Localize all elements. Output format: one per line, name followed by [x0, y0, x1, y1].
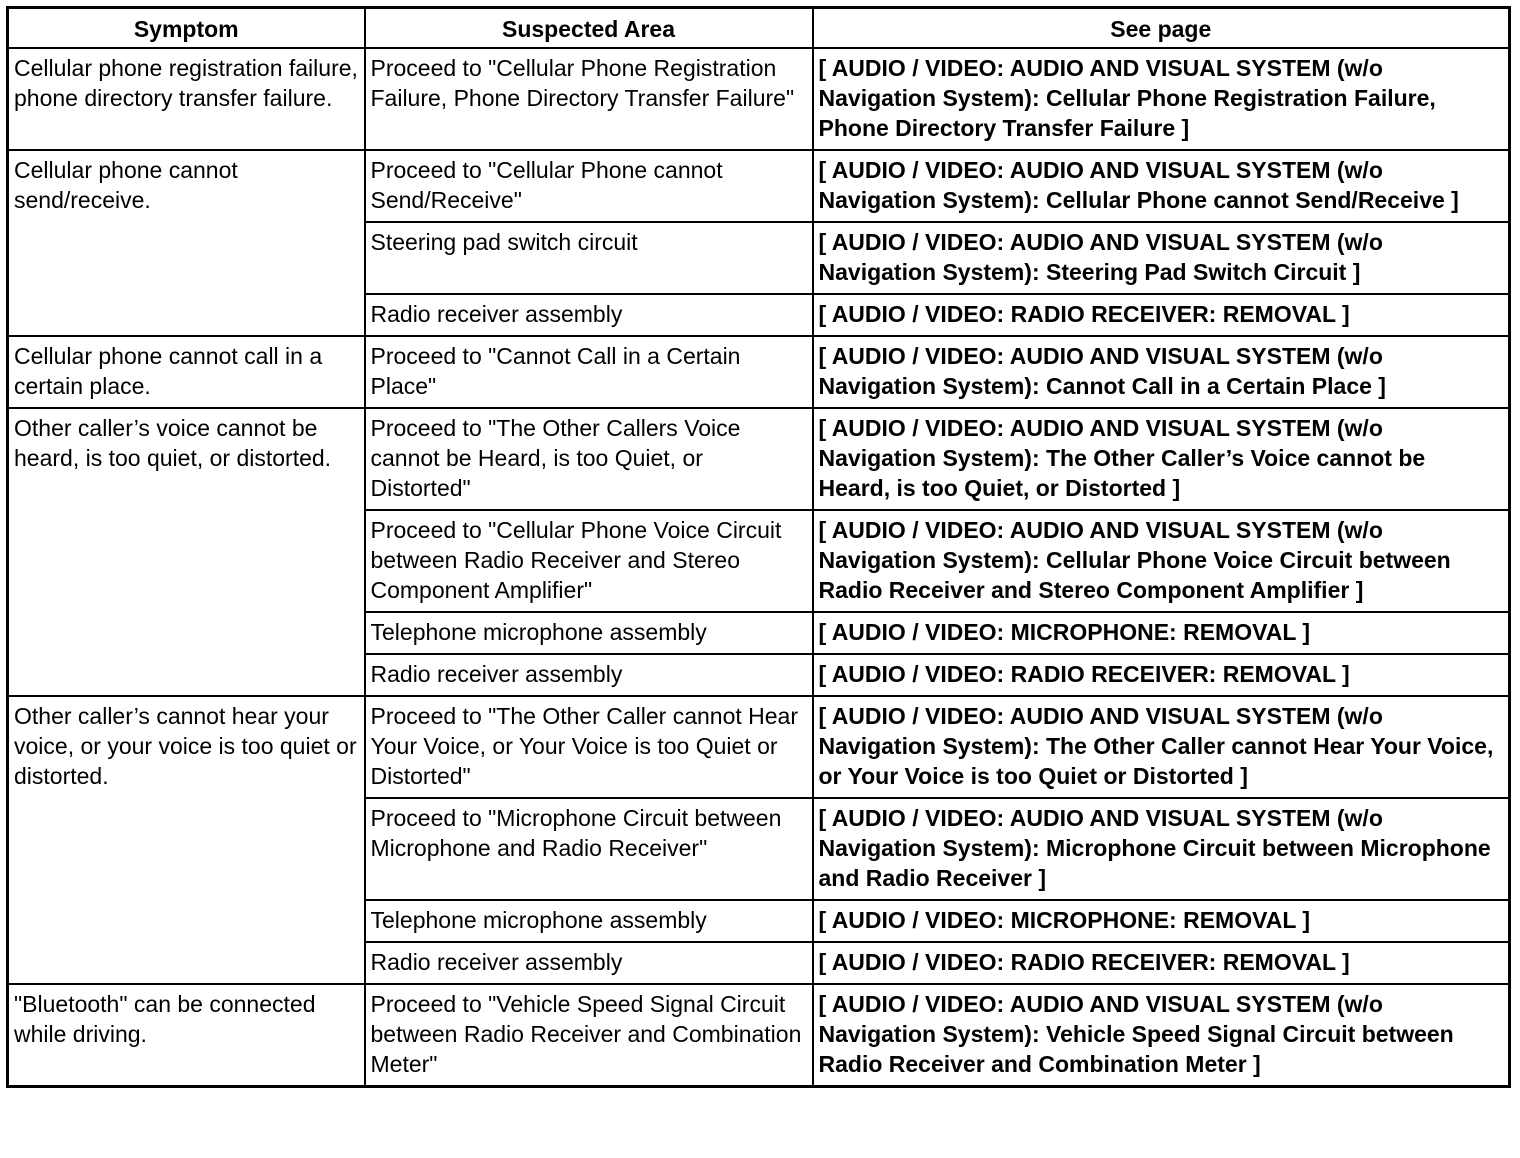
suspected-area-cell: Steering pad switch circuit [365, 222, 813, 294]
suspected-area-cell: Telephone microphone assembly [365, 900, 813, 942]
see-page-link[interactable]: [ AUDIO / VIDEO: AUDIO AND VISUAL SYSTEM (w/o Navigation System): Cannot Call in a Certain Place ] [813, 336, 1510, 408]
suspected-area-cell: Proceed to "Cellular Phone Voice Circuit between Radio Receiver and Stereo Component Amplifier" [365, 510, 813, 612]
table-row [8, 150, 1510, 222]
see-page-link[interactable]: [ AUDIO / VIDEO: AUDIO AND VISUAL SYSTEM (w/o Navigation System): Cellular Phone Voice Circuit between Radio Receiver and Stereo Component Amplifier ] [813, 510, 1510, 612]
table-row [8, 696, 1510, 798]
see-page-link[interactable]: [ AUDIO / VIDEO: AUDIO AND VISUAL SYSTEM (w/o Navigation System): Cellular Phone Registration Failure, Phone Directory Transfer Failure ] [813, 48, 1510, 150]
suspected-area-cell: Radio receiver assembly [365, 294, 813, 336]
symptom-cell: "Bluetooth" can be connected while driving. [8, 984, 365, 1087]
suspected-area-cell: Proceed to "Vehicle Speed Signal Circuit between Radio Receiver and Combination Meter" [365, 984, 813, 1087]
symptom-cell: Cellular phone registration failure, phone directory transfer failure. [8, 48, 365, 150]
see-page-link[interactable]: [ AUDIO / VIDEO: RADIO RECEIVER: REMOVAL ] [813, 654, 1510, 696]
header-row [8, 8, 1510, 49]
suspected-area-cell: Proceed to "The Other Caller cannot Hear Your Voice, or Your Voice is too Quiet or Distorted" [365, 696, 813, 798]
header-symptom: Symptom [8, 8, 365, 49]
troubleshooting-table [6, 6, 1511, 1088]
see-page-link[interactable]: [ AUDIO / VIDEO: AUDIO AND VISUAL SYSTEM (w/o Navigation System): Vehicle Speed Signal Circuit between Radio Receiver and Combination Meter ] [813, 984, 1510, 1087]
suspected-area-cell: Proceed to "Cellular Phone Registration Failure, Phone Directory Transfer Failure" [365, 48, 813, 150]
header-suspected-area: Suspected Area [365, 8, 813, 49]
symptom-cell: Cellular phone cannot send/receive. [8, 150, 365, 336]
suspected-area-cell: Radio receiver assembly [365, 654, 813, 696]
suspected-area-cell: Proceed to "Microphone Circuit between Microphone and Radio Receiver" [365, 798, 813, 900]
symptom-cell: Other caller’s cannot hear your voice, or your voice is too quiet or distorted. [8, 696, 365, 984]
symptom-cell: Cellular phone cannot call in a certain place. [8, 336, 365, 408]
see-page-link[interactable]: [ AUDIO / VIDEO: AUDIO AND VISUAL SYSTEM (w/o Navigation System): The Other Caller’s Voice cannot be Heard, is too Quiet, or Distorted ] [813, 408, 1510, 510]
table-row [8, 984, 1510, 1087]
see-page-link[interactable]: [ AUDIO / VIDEO: AUDIO AND VISUAL SYSTEM (w/o Navigation System): Steering Pad Switch Circuit ] [813, 222, 1510, 294]
table-row [8, 48, 1510, 150]
suspected-area-cell: Telephone microphone assembly [365, 612, 813, 654]
see-page-link[interactable]: [ AUDIO / VIDEO: MICROPHONE: REMOVAL ] [813, 900, 1510, 942]
see-page-link[interactable]: [ AUDIO / VIDEO: RADIO RECEIVER: REMOVAL ] [813, 942, 1510, 984]
suspected-area-cell: Proceed to "The Other Callers Voice cannot be Heard, is too Quiet, or Distorted" [365, 408, 813, 510]
suspected-area-cell: Radio receiver assembly [365, 942, 813, 984]
header-see-page: See page [813, 8, 1510, 49]
see-page-link[interactable]: [ AUDIO / VIDEO: AUDIO AND VISUAL SYSTEM (w/o Navigation System): Microphone Circuit between Microphone and Radio Receiver ] [813, 798, 1510, 900]
see-page-link[interactable]: [ AUDIO / VIDEO: RADIO RECEIVER: REMOVAL ] [813, 294, 1510, 336]
see-page-link[interactable]: [ AUDIO / VIDEO: AUDIO AND VISUAL SYSTEM (w/o Navigation System): Cellular Phone cannot Send/Receive ] [813, 150, 1510, 222]
symptom-cell: Other caller’s voice cannot be heard, is too quiet, or distorted. [8, 408, 365, 696]
table-row [8, 408, 1510, 510]
suspected-area-cell: Proceed to "Cellular Phone cannot Send/Receive" [365, 150, 813, 222]
see-page-link[interactable]: [ AUDIO / VIDEO: AUDIO AND VISUAL SYSTEM (w/o Navigation System): The Other Caller cannot Hear Your Voice, or Your Voice is too Quiet or Distorted ] [813, 696, 1510, 798]
table-row [8, 336, 1510, 408]
see-page-link[interactable]: [ AUDIO / VIDEO: MICROPHONE: REMOVAL ] [813, 612, 1510, 654]
suspected-area-cell: Proceed to "Cannot Call in a Certain Place" [365, 336, 813, 408]
